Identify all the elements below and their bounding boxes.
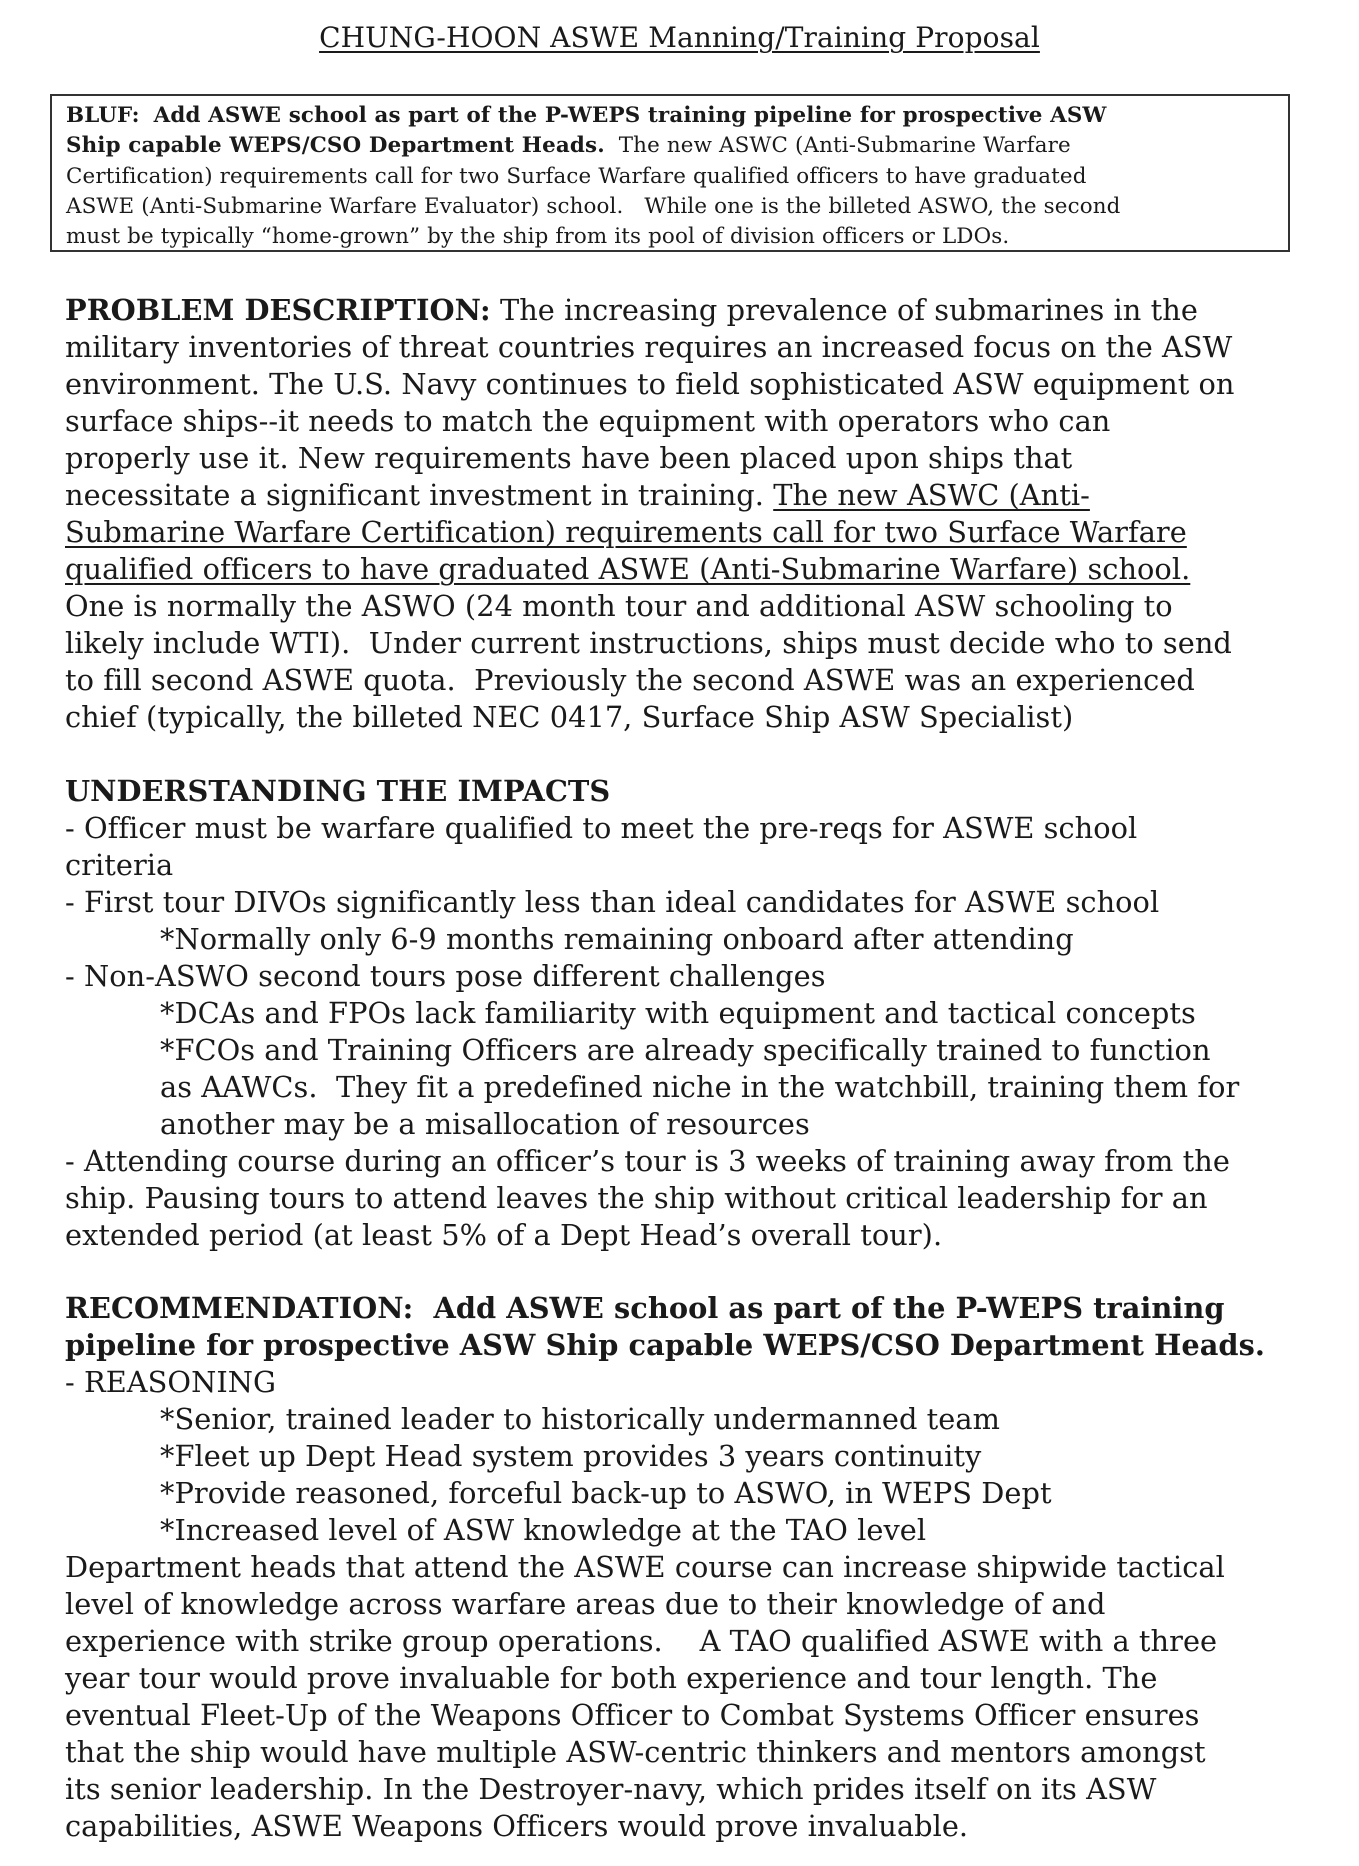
impacts-line-6: *DCAs and FPOs lack familiarity with equipment and tactical concepts [160,996,1196,1030]
recommendation-line-9: year tour would prove invaluable for both experience and tour length. The [65,1661,1158,1695]
impacts-line-8: as AAWCs. They fit a predefined niche in the watchbill, training them for [160,1070,1240,1104]
bluf-headline-1: Add ASWE school as part of the P-WEPS training pipeline for prospective ASW [153,103,1107,128]
impacts-line-3: - First tour DIVOs significantly less than ideal candidates for ASWE school [65,885,1160,919]
problem-line-10: likely include WTI). Under current instructions, ships must decide who to send [65,626,1232,660]
recommendation-line-4: *Provide reasoned, forceful back-up to ASWO, in WEPS Dept [160,1476,1052,1510]
problem-line-6b: The new ASWC (Anti- [773,478,1090,512]
bluf-line-2-rest: The new ASWC (Anti-Submarine Warfare [618,133,1071,159]
bluf-line-4: ASWE (Anti-Submarine Warfare Evaluator) school. While one is the billeted ASWO, the second [66,193,1121,219]
recommendation-line-1: - REASONING [65,1365,277,1399]
recommendation-line-5: *Increased level of ASW knowledge at the TAO level [160,1513,927,1547]
recommendation-line-12: its senior leadership. In the Destroyer-navy, which prides itself on its ASW [65,1772,1157,1806]
impacts-section [65,773,1315,1254]
impacts-heading: UNDERSTANDING THE IMPACTS [65,774,611,808]
recommendation-heading-1: RECOMMENDATION: Add ASWE school as part of the P-WEPS training [65,1291,1225,1325]
recommendation-line-11: that the ship would have multiple ASW-centric thinkers and mentors amongst [65,1735,1206,1769]
bluf-box [50,94,1290,252]
recommendation-line-13: capabilities, ASWE Weapons Officers would prove invaluable. [65,1809,969,1843]
problem-line-1 [65,292,1315,329]
problem-section [65,292,1315,736]
impacts-line-11: ship. Pausing tours to attend leaves the ship without critical leadership for an [65,1181,1208,1215]
bluf-headline-2: Ship capable WEPS/CSO Department Heads. [66,133,605,159]
problem-line-8 [65,551,1315,588]
recommendation-line-3: *Fleet up Dept Head system provides 3 years continuity [160,1439,982,1473]
impacts-line-2: criteria [65,848,174,882]
problem-line-5: properly use it. New requirements have been placed upon ships that [65,441,1073,475]
problem-line-11: to fill second ASWE quota. Previously the second ASWE was an experienced [65,663,1195,697]
problem-line-12: chief (typically, the billeted NEC 0417, Surface Ship ASW Specialist) [65,700,1074,734]
impacts-line-7: *FCOs and Training Officers are already specifically trained to function [160,1033,1211,1067]
problem-line-7-text: Submarine Warfare Certification) requirements call for two Surface Warfare [65,515,1187,549]
bluf-line-3: Certification) requirements call for two Surface Warfare qualified officers to have graduated [66,163,1087,189]
recommendation-line-2: *Senior, trained leader to historically undermanned team [160,1402,1000,1436]
recommendation-line-7: level of knowledge across warfare areas due to their knowledge of and [65,1587,1106,1621]
impacts-line-9: another may be a misallocation of resources [160,1107,810,1141]
problem-line-4: surface ships--it needs to match the equipment with operators who can [65,404,1111,438]
page-title: CHUNG-HOON ASWE Manning/Training Proposal [319,21,1040,54]
bluf-line-1 [66,101,1274,131]
problem-line-6a: necessitate a significant investment in training. [65,478,764,512]
recommendation-section [65,1290,1315,1845]
problem-line-2: military inventories of threat countries requires an increased focus on the ASW [65,330,1233,364]
bluf-line-5: must be typically “home-grown” by the ship from its pool of division officers or LDOs. [66,224,1010,250]
problem-line-7 [65,514,1315,551]
problem-line-1-text: The increasing prevalence of submarines in the [499,293,1198,327]
impacts-line-10: - Attending course during an officer’s tour is 3 weeks of training away from the [65,1144,1230,1178]
recommendation-heading-2: pipeline for prospective ASW Ship capable WEPS/CSO Department Heads. [65,1328,1265,1362]
problem-heading: PROBLEM DESCRIPTION: [65,293,491,327]
recommendation-line-10: eventual Fleet-Up of the Weapons Officer to Combat Systems Officer ensures [65,1698,1200,1732]
impacts-line-1: - Officer must be warfare qualified to meet the pre-reqs for ASWE school [65,811,1138,845]
problem-line-8-text: qualified officers to have graduated ASWE (Anti-Submarine Warfare) school. [65,552,1191,586]
recommendation-line-8: experience with strike group operations. A TAO qualified ASWE with a three [65,1624,1218,1658]
impacts-line-5: - Non-ASWO second tours pose different challenges [65,959,826,993]
problem-line-3: environment. The U.S. Navy continues to field sophisticated ASW equipment on [65,367,1235,401]
bluf-label: BLUF: [66,103,140,128]
bluf-line-2 [66,131,1274,161]
recommendation-line-6: Department heads that attend the ASWE course can increase shipwide tactical [65,1550,1225,1584]
impacts-line-12: extended period (at least 5% of a Dept Head’s overall tour). [65,1218,943,1252]
impacts-line-4: *Normally only 6-9 months remaining onboard after attending [160,922,1074,956]
problem-line-9: One is normally the ASWO (24 month tour and additional ASW schooling to [65,589,1173,623]
problem-line-6 [65,477,1315,514]
